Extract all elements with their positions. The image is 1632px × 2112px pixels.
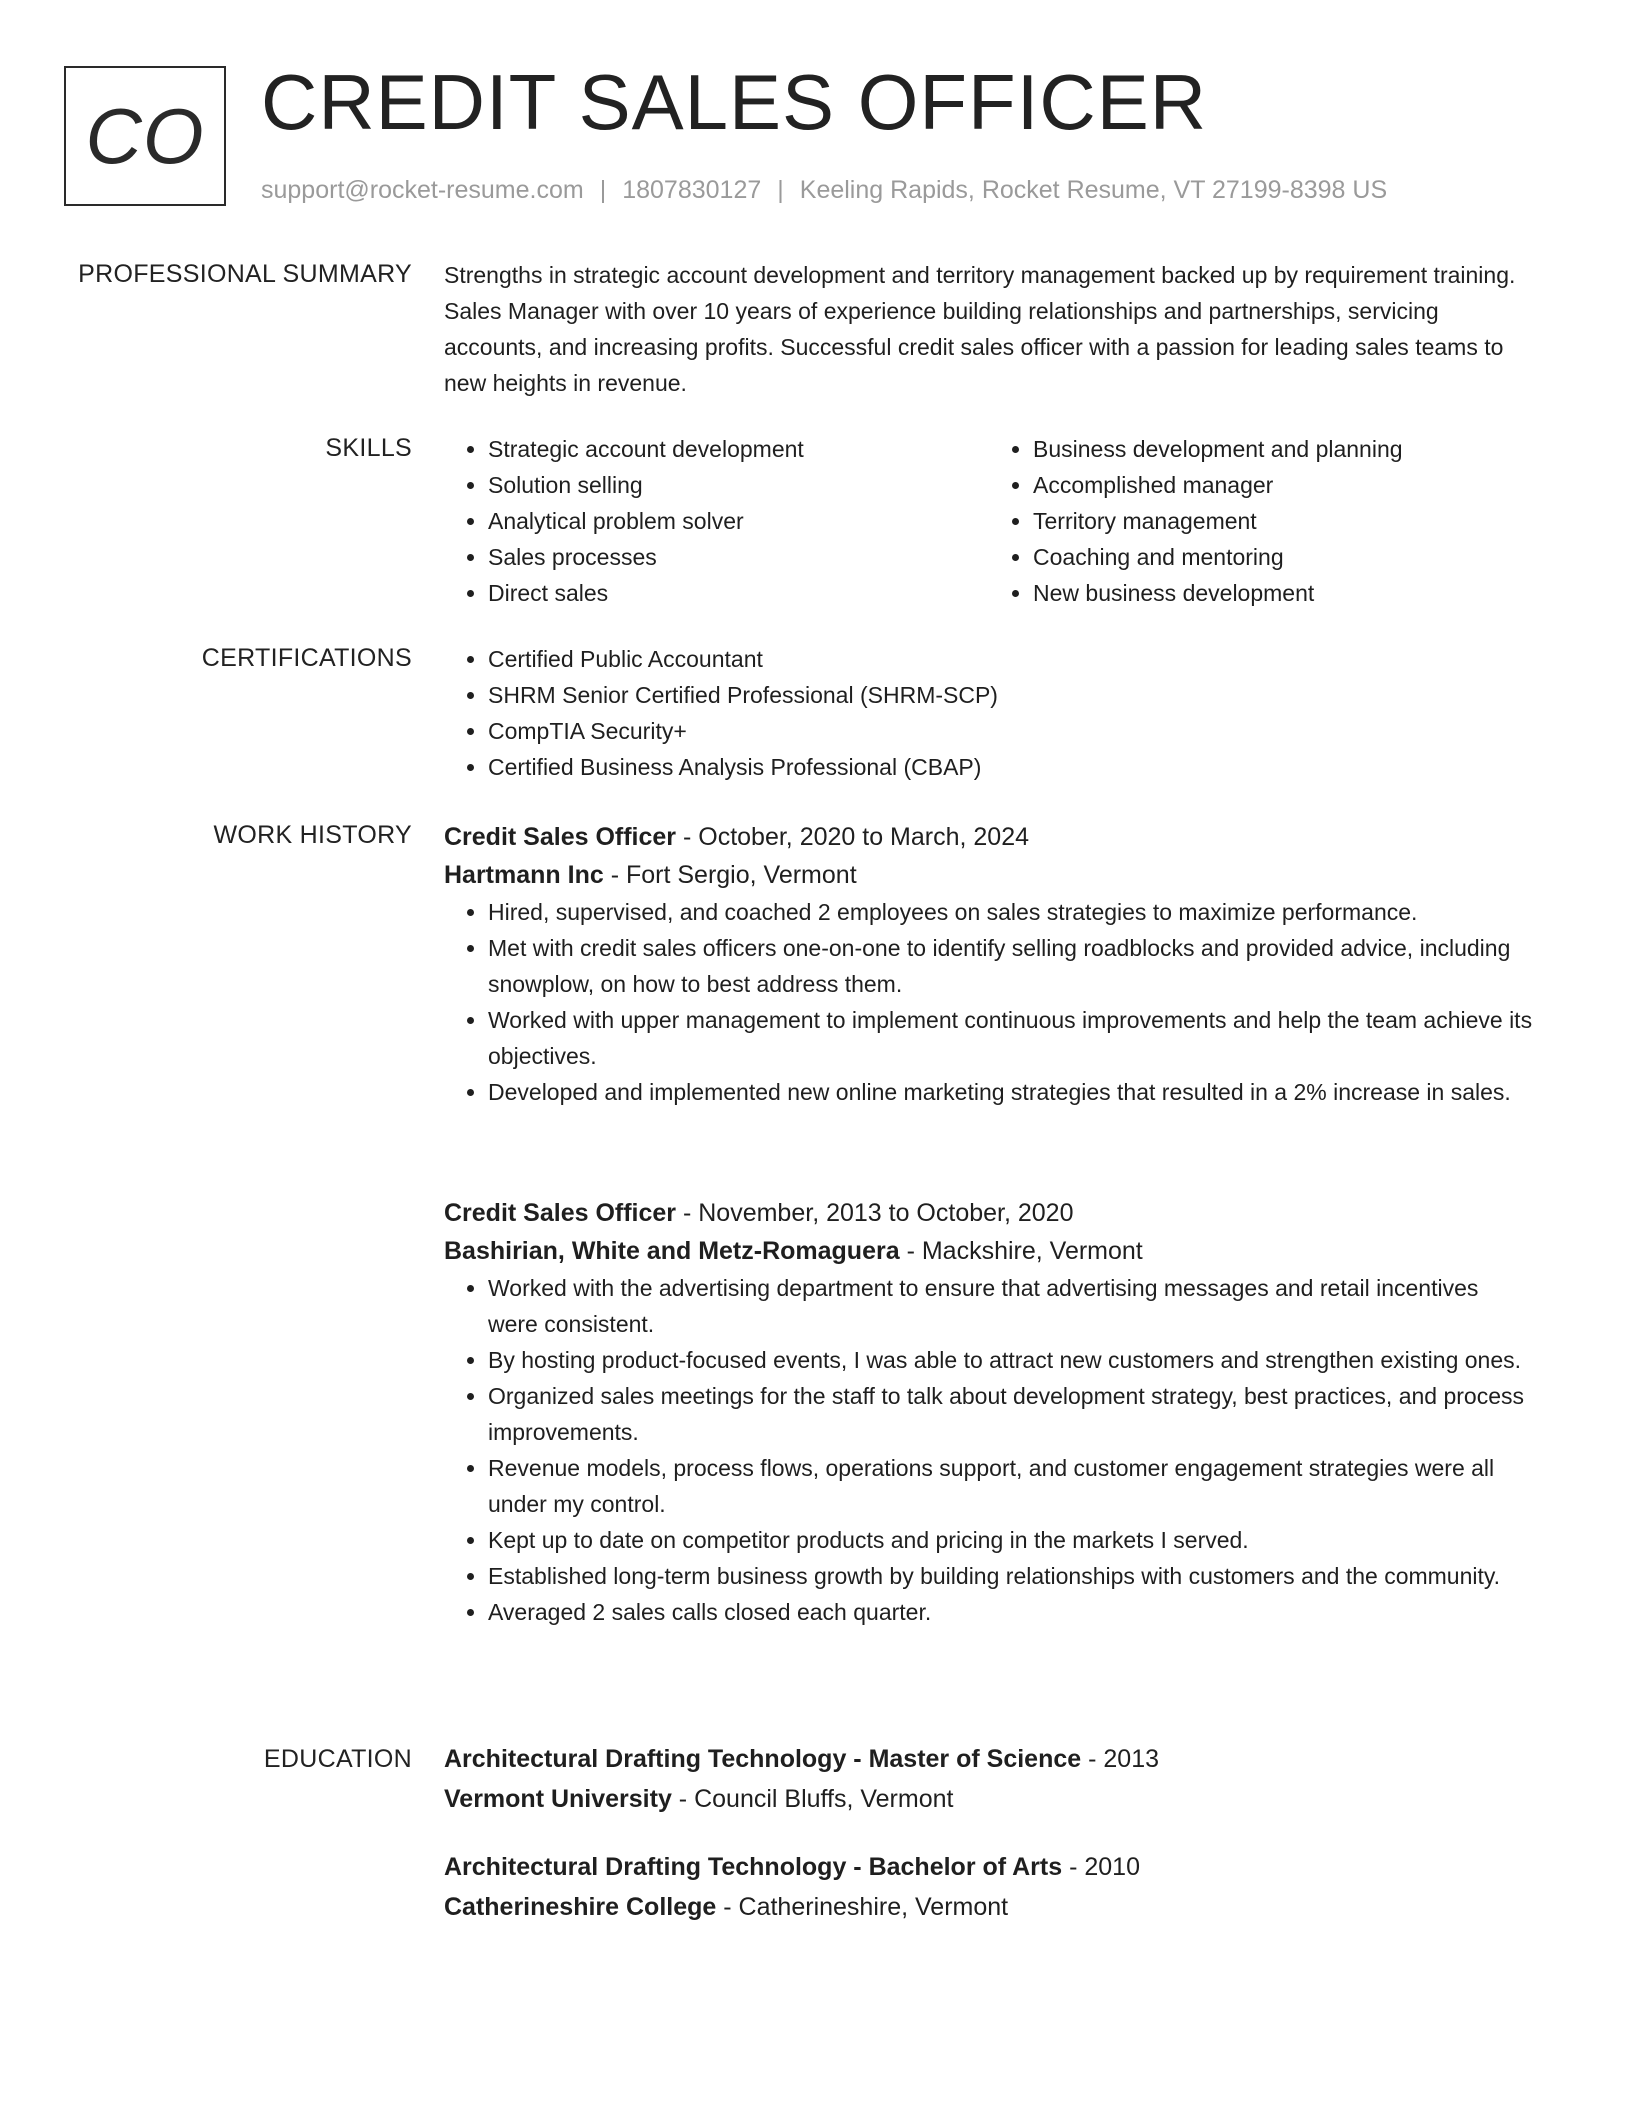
job-company-line bbox=[444, 1232, 1534, 1270]
skills-list-right bbox=[989, 431, 1534, 611]
list-item: • Hired, supervised, and coached 2 employees on sales strategies to maximize performance. bbox=[488, 894, 1534, 930]
education-degree: Architectural Drafting Technology - Bachelor of Arts bbox=[444, 1853, 1063, 1881]
list-item: • Met with credit sales officers one-on-one to identify selling roadblocks and provided advice, including snowplow, on how to best address them. bbox=[488, 930, 1534, 1002]
job-dates: - November, 2013 to October, 2020 bbox=[676, 1199, 1074, 1227]
contact-phone: 1807830127 bbox=[622, 176, 762, 204]
list-item: • Business development and planning bbox=[1033, 431, 1534, 467]
list-item: • New business development bbox=[1033, 575, 1534, 611]
education-location: - Catherineshire, Vermont bbox=[716, 1893, 1009, 1921]
list-item: • CompTIA Security+ bbox=[488, 713, 1534, 749]
education-entry bbox=[444, 1739, 1534, 1819]
job-company: Bashirian, White and Metz-Romaguera bbox=[444, 1237, 900, 1265]
list-item: • Developed and implemented new online marketing strategies that resulted in a 2% increase in sales. bbox=[488, 1074, 1534, 1110]
summary-text: Strengths in strategic account development and territory management backed up by requirement training. Sales Manager with over 10 years of experience building relationships and partnerships, servicing accounts, and increasing profits. Successful credit sales officer with a passion for leading sales teams to new heights in revenue. bbox=[444, 262, 1516, 396]
list-item: • Revenue models, process flows, operations support, and customer engagement strategies were all under my control. bbox=[488, 1450, 1534, 1522]
job-bullets bbox=[444, 894, 1534, 1110]
education-degree-line bbox=[444, 1739, 1534, 1779]
list-item: • Sales processes bbox=[488, 539, 989, 575]
certifications-list bbox=[444, 641, 1534, 785]
section-heading: WORK HISTORY bbox=[213, 821, 412, 849]
job-title-line bbox=[444, 1194, 1534, 1232]
job-title: Credit Sales Officer bbox=[444, 823, 677, 851]
skills-columns bbox=[444, 431, 1534, 611]
job-company: Hartmann Inc bbox=[444, 861, 604, 889]
job-company-line bbox=[444, 856, 1534, 894]
list-item: • Certified Business Analysis Professional (CBAP) bbox=[488, 749, 1534, 785]
contact-line bbox=[261, 174, 1387, 206]
list-item: • Certified Public Accountant bbox=[488, 641, 1534, 677]
monogram-badge: CO bbox=[64, 66, 226, 206]
contact-address: Keeling Rapids, Rocket Resume, VT 27199-8398 US bbox=[799, 176, 1388, 204]
skills-body bbox=[444, 431, 1534, 611]
list-item: • Accomplished manager bbox=[1033, 467, 1534, 503]
education-degree: Architectural Drafting Technology - Master of Science bbox=[444, 1745, 1082, 1773]
job-location: - Mackshire, Vermont bbox=[899, 1237, 1143, 1265]
job-title: Credit Sales Officer bbox=[444, 1199, 677, 1227]
list-item: • Organized sales meetings for the staff to talk about development strategy, best practices, and process improvements. bbox=[488, 1378, 1534, 1450]
skills-list-left bbox=[444, 431, 989, 611]
education-entry bbox=[444, 1847, 1534, 1927]
education-location: - Council Bluffs, Vermont bbox=[671, 1785, 954, 1813]
education-school: Vermont University bbox=[444, 1785, 672, 1813]
list-item: • SHRM Senior Certified Professional (SHRM-SCP) bbox=[488, 677, 1534, 713]
section-heading: SKILLS bbox=[325, 434, 412, 462]
education-year: - 2013 bbox=[1081, 1745, 1160, 1773]
list-item: • Kept up to date on competitor products and pricing in the markets I served. bbox=[488, 1522, 1534, 1558]
contact-separator: | bbox=[777, 176, 784, 204]
education-school-line bbox=[444, 1887, 1534, 1927]
section-heading: PROFESSIONAL SUMMARY bbox=[78, 260, 412, 288]
job-location: - Fort Sergio, Vermont bbox=[603, 861, 857, 889]
list-item: • Established long-term business growth by building relationships with customers and the community. bbox=[488, 1558, 1534, 1594]
education-year: - 2010 bbox=[1062, 1853, 1140, 1881]
list-item: • Analytical problem solver bbox=[488, 503, 989, 539]
list-item: • Territory management bbox=[1033, 503, 1534, 539]
list-item: • Strategic account development bbox=[488, 431, 989, 467]
education-school-line bbox=[444, 1779, 1534, 1819]
job-entry bbox=[444, 818, 1534, 1110]
summary-body bbox=[444, 257, 1534, 401]
list-item: • Direct sales bbox=[488, 575, 989, 611]
section-heading: CERTIFICATIONS bbox=[201, 644, 412, 672]
job-bullets bbox=[444, 1270, 1534, 1630]
list-item: • By hosting product-focused events, I was able to attract new customers and strengthen existing ones. bbox=[488, 1342, 1534, 1378]
contact-separator: | bbox=[599, 176, 607, 204]
list-item: • Worked with the advertising department to ensure that advertising messages and retail incentives were consistent. bbox=[488, 1270, 1534, 1342]
contact-email: support@rocket-resume.com bbox=[261, 176, 584, 204]
job-entry bbox=[444, 1194, 1534, 1630]
education-degree-line bbox=[444, 1847, 1534, 1887]
job-title-line bbox=[444, 818, 1534, 856]
section-heading: EDUCATION bbox=[263, 1745, 412, 1773]
list-item: • Averaged 2 sales calls closed each quarter. bbox=[488, 1594, 1534, 1630]
list-item: • Coaching and mentoring bbox=[1033, 539, 1534, 575]
job-dates: - October, 2020 to March, 2024 bbox=[676, 823, 1030, 851]
page-title: CREDIT SALES OFFICER bbox=[261, 58, 1208, 146]
education-school: Catherineshire College bbox=[444, 1893, 717, 1921]
certifications-body bbox=[444, 641, 1534, 785]
list-item: • Worked with upper management to implement continuous improvements and help the team achieve its objectives. bbox=[488, 1002, 1534, 1074]
list-item: • Solution selling bbox=[488, 467, 989, 503]
